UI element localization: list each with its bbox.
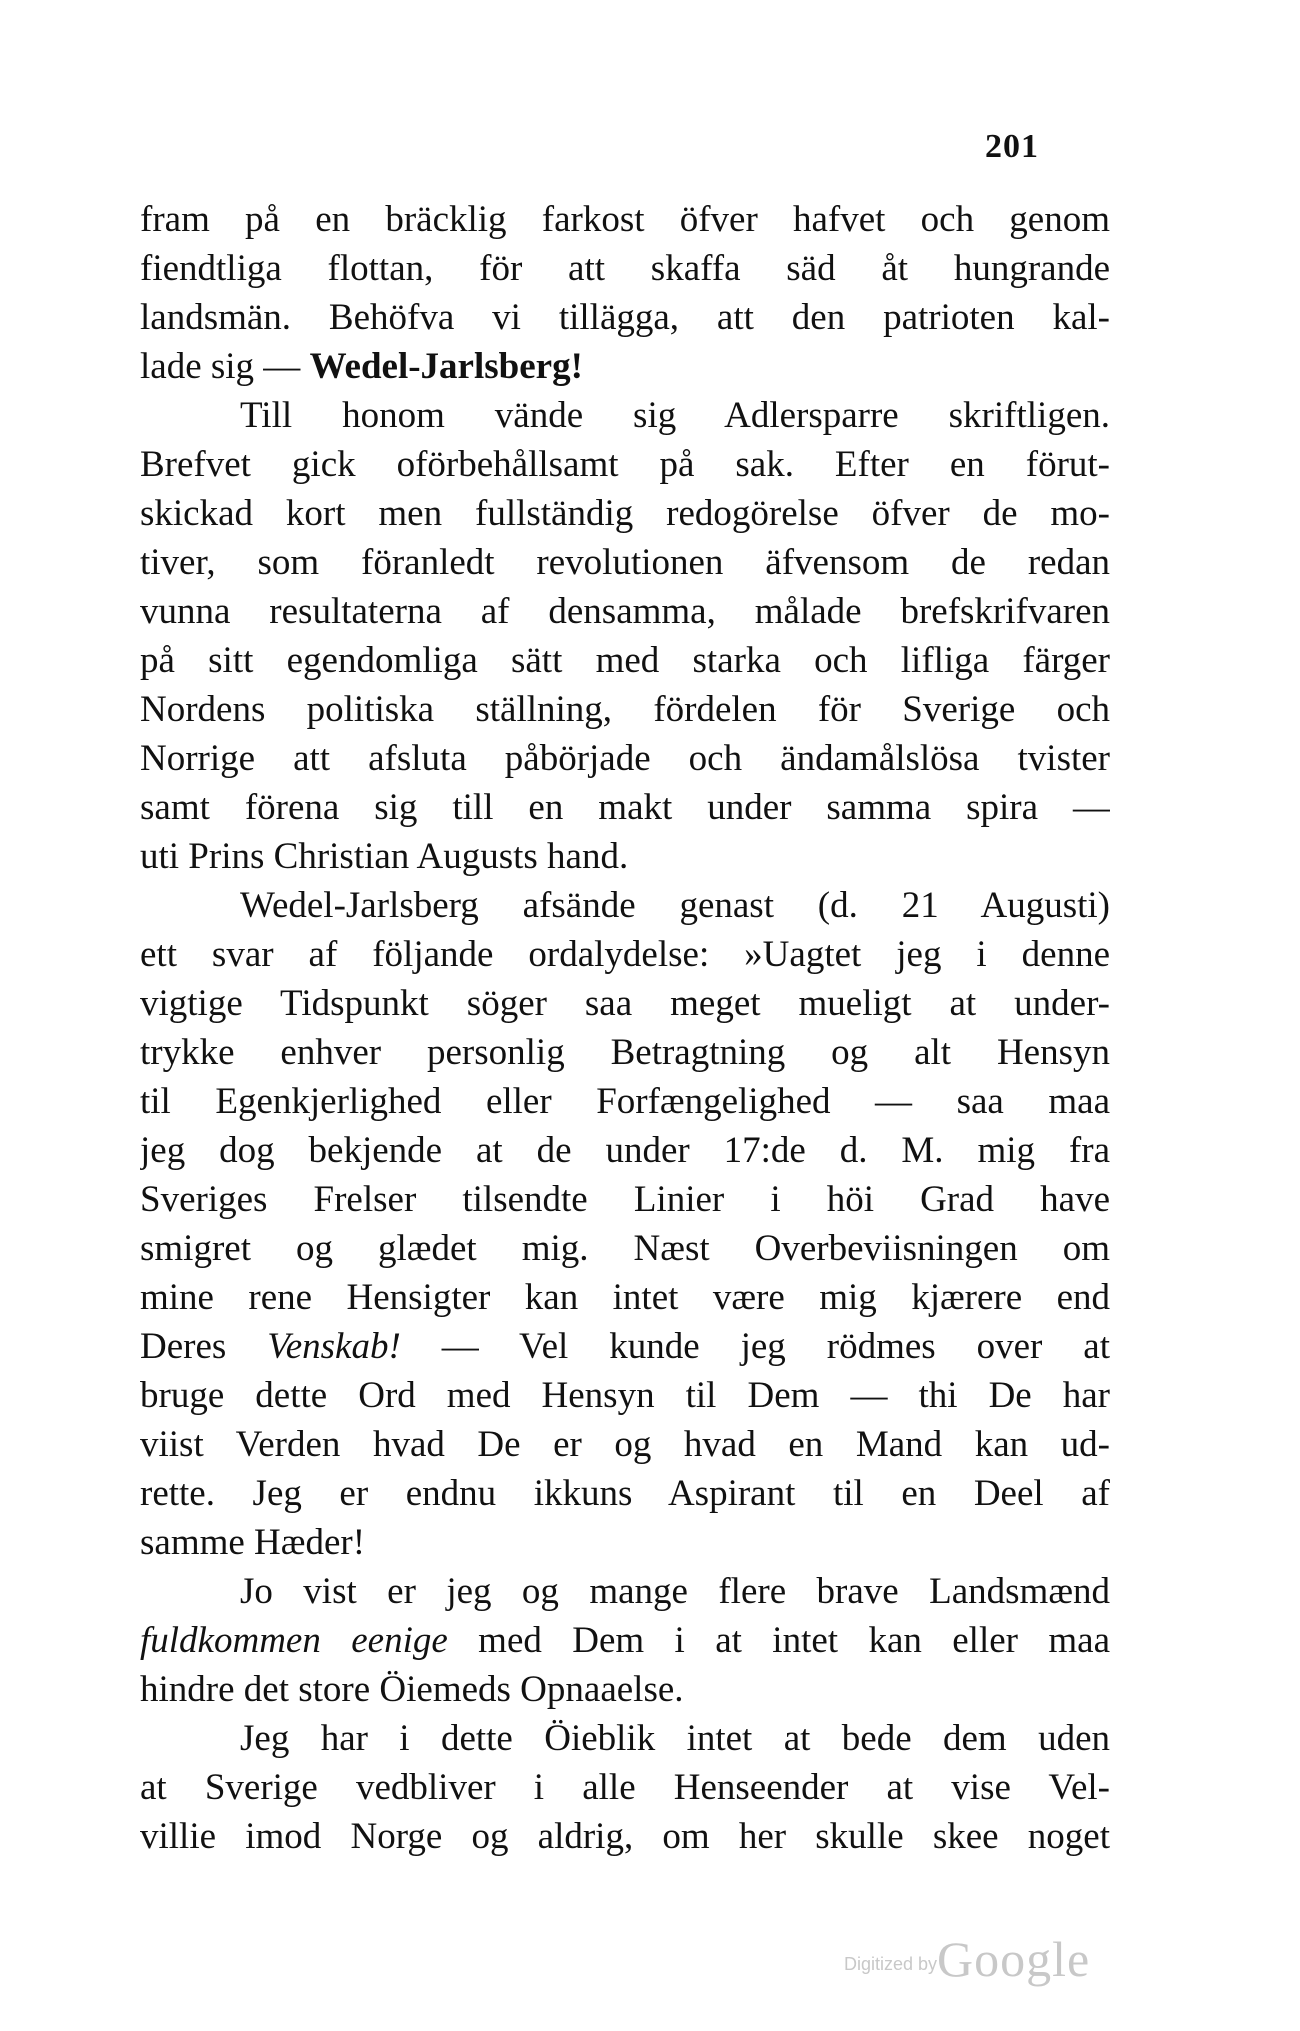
text-line: Till honom vände sig Adlersparre skriftligen. [240, 395, 1110, 436]
text-fragment: Venskab! [267, 1326, 401, 1367]
text-line: trykke enhver personlig Betragtning og alt Hensyn [140, 1032, 1110, 1073]
text-line: til Egenkjerlighed eller Forfængelighed — saa maa [140, 1081, 1110, 1122]
text-line: Nordens politiska ställning, fördelen för Sverige och [140, 689, 1110, 730]
page-number: 201 [985, 128, 1039, 165]
text-line: at Sverige vedbliver i alle Henseender at vise Vel- [140, 1767, 1110, 1808]
text-line: samme Hæder! [140, 1522, 366, 1563]
text-fragment: lade sig — [140, 346, 310, 387]
text-line: Jeg har i dette Öieblik intet at bede dem uden [240, 1718, 1110, 1759]
text-fragment: fuldkommen eenige [140, 1620, 448, 1661]
text-line: Sveriges Frelser tilsendte Linier i höi Grad have [140, 1179, 1110, 1220]
text-line: Wedel-Jarlsberg afsände genast (d. 21 Augusti) [240, 885, 1110, 926]
text-line [140, 342, 1110, 391]
text-line: rette. Jeg er endnu ikkuns Aspirant til en Deel af [140, 1473, 1110, 1514]
text-fragment: — Vel kunde jeg rödmes over at [400, 1326, 1110, 1367]
text-fragment: Deres [140, 1326, 268, 1367]
text-line: ett svar af följande ordalydelse: »Uagtet jeg i denne [140, 934, 1110, 975]
text-line: tiver, som föranledt revolutionen äfvensom de redan [140, 542, 1110, 583]
text-fragment: med Dem i at intet kan eller maa [447, 1620, 1110, 1661]
text-line: fram på en bräcklig farkost öfver hafvet och genom [140, 199, 1110, 240]
text-line: mine rene Hensigter kan intet være mig kjærere end [140, 1277, 1110, 1318]
body-text [140, 195, 1110, 1861]
text-line: landsmän. Behöfva vi tillägga, att den patrioten kal- [140, 297, 1110, 338]
text-line: Jo vist er jeg og mange flere brave Landsmænd [240, 1571, 1110, 1612]
text-line: på sitt egendomliga sätt med starka och lifliga färger [140, 640, 1110, 681]
text-line: jeg dog bekjende at de under 17:de d. M. mig fra [140, 1130, 1110, 1171]
text-fragment: Wedel-Jarlsberg! [309, 346, 583, 387]
google-logo: Google [937, 1931, 1091, 1987]
text-line: villie imod Norge og aldrig, om her skulle skee noget [140, 1816, 1110, 1857]
text-line [140, 1616, 1110, 1665]
text-line: uti Prins Christian Augusts hand. [140, 836, 629, 877]
text-line: vigtige Tidspunkt söger saa meget mueligt at under- [140, 983, 1110, 1024]
digitized-watermark [844, 1930, 1090, 1988]
text-line: hindre det store Öiemeds Opnaaelse. [140, 1669, 684, 1710]
text-line: Norrige att afsluta påbörjade och ändamålslösa tvister [140, 738, 1110, 779]
text-line: viist Verden hvad De er og hvad en Mand kan ud- [140, 1424, 1110, 1465]
text-line: Brefvet gick oförbehållsamt på sak. Efter en förut- [140, 444, 1110, 485]
text-line: skickad kort men fullständig redogörelse öfver de mo- [140, 493, 1110, 534]
text-line: samt förena sig till en makt under samma spira — [140, 787, 1110, 828]
watermark-prefix: Digitized by [844, 1954, 938, 1974]
text-line: vunna resultaterna af densamma, målade brefskrifvaren [140, 591, 1110, 632]
text-line: fiendtliga flottan, för att skaffa säd åt hungrande [140, 248, 1110, 289]
text-line: smigret og glædet mig. Næst Overbeviisningen om [140, 1228, 1110, 1269]
text-line: bruge dette Ord med Hensyn til Dem — thi De har [140, 1375, 1110, 1416]
text-line [140, 1322, 1110, 1371]
